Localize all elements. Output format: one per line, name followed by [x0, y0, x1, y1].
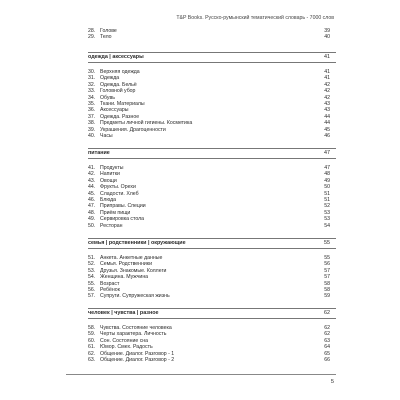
toc-page: 56 — [324, 261, 330, 268]
toc-page: 51 — [324, 196, 330, 203]
toc-label: Друзья. Знакомые. Коллеги — [100, 267, 167, 274]
toc-page: 40 — [324, 34, 330, 41]
toc-number: 29. — [88, 34, 96, 41]
toc-page: 62 — [324, 325, 330, 331]
toc-label: Анкета. Анкетные данные — [100, 255, 163, 261]
toc-label: Приправы. Специи — [100, 203, 146, 210]
toc-label: Напитки — [100, 171, 120, 178]
toc-label: Чувства. Состояние человека — [100, 325, 172, 331]
section-heading — [88, 308, 336, 319]
toc-label: Приём пищи — [100, 209, 131, 216]
toc-number: 50. — [88, 222, 96, 229]
toc-page: 54 — [324, 222, 330, 229]
toc-number: 41. — [88, 165, 96, 171]
toc-section-food — [88, 148, 336, 229]
footer-rule — [66, 374, 336, 375]
toc-number: 44. — [88, 184, 96, 191]
toc-page: 46 — [324, 132, 330, 139]
toc-number: 62. — [88, 350, 96, 357]
toc-row — [88, 357, 336, 363]
toc-number: 48. — [88, 209, 96, 216]
toc-label: Одежда. Бельё — [100, 81, 137, 88]
section-heading — [88, 238, 336, 249]
toc-number: 43. — [88, 177, 96, 184]
section-page: 47 — [324, 150, 330, 156]
toc-row — [88, 34, 336, 40]
toc-label: Фрукты. Орехи — [100, 184, 136, 191]
toc-label: Блюда — [100, 196, 117, 203]
toc-number: 56. — [88, 286, 96, 293]
toc-label: Сервировка стола — [100, 216, 144, 223]
toc-number: 53. — [88, 267, 96, 274]
toc-number: 52. — [88, 261, 96, 268]
section-title: одежда | аксессуары — [88, 54, 144, 60]
section-title: семья | родственники | окружающие — [88, 240, 186, 246]
toc-label: Ресторан — [100, 222, 123, 229]
toc-page: 50 — [324, 184, 330, 191]
toc-label: Ребёнок — [100, 286, 120, 293]
running-header: T&P Books. Русско-румынский тематический словарь - 7000 слов — [176, 15, 334, 21]
toc-label: Одежда. Разное — [100, 113, 140, 120]
book-page — [66, 6, 336, 396]
toc-page: 51 — [324, 190, 330, 197]
toc-label: Ткани. Материалы — [100, 100, 145, 107]
toc-label: Женщина. Мужчина — [100, 274, 149, 281]
toc-label: Одежда — [100, 75, 120, 82]
toc-number: 59. — [88, 331, 96, 338]
toc-label: Часы — [100, 132, 113, 139]
toc-label: Сон. Состояние сна — [100, 337, 149, 344]
toc-number: 54. — [88, 274, 96, 281]
toc-page: 64 — [324, 344, 330, 351]
page-number: 5 — [330, 379, 334, 385]
toc-page: 62 — [324, 331, 330, 338]
toc-section-clothing — [88, 52, 336, 139]
toc-number: 33. — [88, 88, 96, 95]
toc-number: 46. — [88, 196, 96, 203]
toc-page: 47 — [324, 165, 330, 171]
toc-label: Общение. Диалог. Разговор - 2 — [100, 356, 175, 363]
toc-number: 47. — [88, 203, 96, 210]
toc-label: Семья. Родственники — [100, 261, 152, 268]
toc-page: 45 — [324, 126, 330, 133]
toc-page: 48 — [324, 171, 330, 178]
toc-row — [88, 133, 336, 139]
toc-label: Предметы личной гигиены. Косметика — [100, 120, 193, 127]
toc-number: 51. — [88, 255, 96, 261]
toc-label: Возраст — [100, 280, 120, 287]
toc-label: Головной убор — [100, 88, 136, 95]
toc-page: 43 — [324, 100, 330, 107]
section-heading — [88, 52, 336, 63]
toc-label: Украшения. Драгоценности — [100, 126, 166, 133]
toc-number: 42. — [88, 171, 96, 178]
toc-page: 42 — [324, 88, 330, 95]
toc-page: 57 — [324, 274, 330, 281]
toc-page: 39 — [324, 28, 330, 34]
toc-number: 30. — [88, 69, 96, 75]
toc-row — [88, 223, 336, 229]
toc-label: Продукты — [100, 165, 124, 171]
toc-label: Общение. Диалог. Разговор - 1 — [100, 350, 175, 357]
toc-number: 57. — [88, 293, 96, 300]
toc-page: 58 — [324, 286, 330, 293]
toc-page: 44 — [324, 113, 330, 120]
toc-number: 31. — [88, 75, 96, 82]
toc-number: 38. — [88, 120, 96, 127]
toc-page: 41 — [324, 75, 330, 82]
toc-row — [88, 293, 336, 299]
toc-page: 49 — [324, 177, 330, 184]
toc-page: 57 — [324, 267, 330, 274]
toc-number: 32. — [88, 81, 96, 88]
toc-number: 49. — [88, 216, 96, 223]
toc-label: Супруги. Супружеская жизнь — [100, 293, 170, 300]
section-title: питание — [88, 150, 110, 156]
toc-label: Обувь — [100, 94, 115, 101]
toc-label: Тело — [100, 34, 112, 41]
section-page: 55 — [324, 240, 330, 246]
toc-number: 37. — [88, 113, 96, 120]
section-heading — [88, 148, 336, 159]
toc-label: Аксессуары — [100, 107, 129, 114]
toc-page: 52 — [324, 203, 330, 210]
toc-number: 45. — [88, 190, 96, 197]
section-page: 62 — [324, 310, 330, 316]
toc-number: 28. — [88, 28, 96, 34]
toc-section-person — [88, 308, 336, 363]
toc-label: Овощи — [100, 177, 117, 184]
toc-page: 59 — [324, 293, 330, 300]
toc-number: 39. — [88, 126, 96, 133]
toc-label: Верхняя одежда — [100, 69, 140, 75]
toc-page: 55 — [324, 255, 330, 261]
toc-number: 63. — [88, 356, 96, 363]
toc-page: 63 — [324, 337, 330, 344]
toc-page: 53 — [324, 216, 330, 223]
toc-page: 42 — [324, 81, 330, 88]
toc-page: 43 — [324, 107, 330, 114]
toc-number: 61. — [88, 344, 96, 351]
section-title: человек | чувства | разное — [88, 310, 159, 316]
toc-number: 55. — [88, 280, 96, 287]
toc-page: 65 — [324, 350, 330, 357]
toc-label: Голове — [100, 28, 117, 34]
toc-label: Сладости. Хлеб — [100, 190, 139, 197]
toc-section-family — [88, 238, 336, 300]
toc-number: 34. — [88, 94, 96, 101]
toc-intro — [88, 28, 336, 41]
toc-number: 58. — [88, 325, 96, 331]
toc-page: 41 — [324, 69, 330, 75]
toc-page: 44 — [324, 120, 330, 127]
toc-number: 35. — [88, 100, 96, 107]
section-page: 41 — [324, 54, 330, 60]
toc-page: 42 — [324, 94, 330, 101]
toc-number: 36. — [88, 107, 96, 114]
toc-label: Юмор. Смех. Радость — [100, 344, 153, 351]
toc-label: Черты характера. Личность — [100, 331, 167, 338]
toc-number: 60. — [88, 337, 96, 344]
toc-page: 53 — [324, 209, 330, 216]
toc-page: 66 — [324, 356, 330, 363]
toc-number: 40. — [88, 132, 96, 139]
toc-page: 58 — [324, 280, 330, 287]
